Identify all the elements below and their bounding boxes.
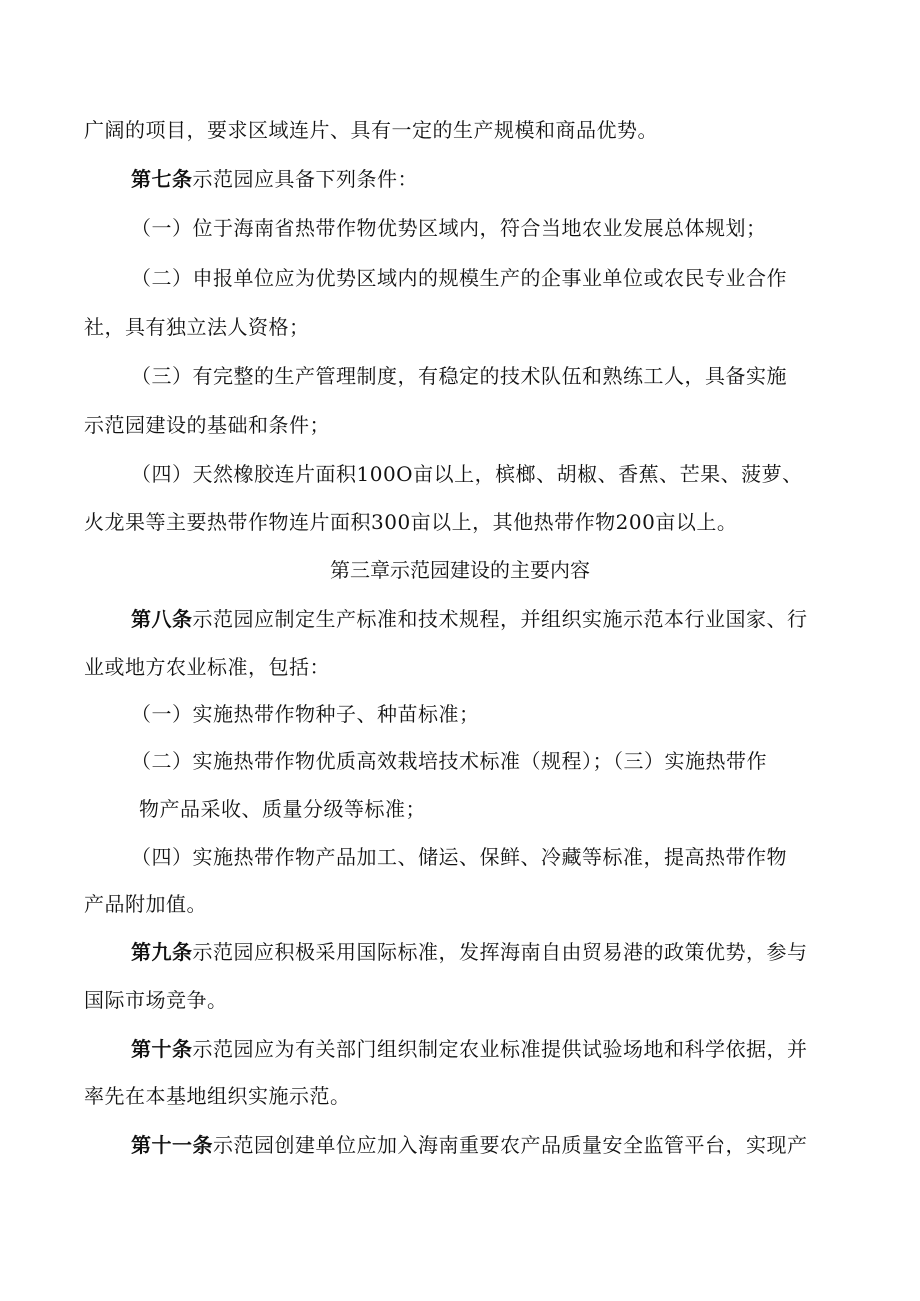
- clause-line: [84, 411, 330, 439]
- clause-line: [84, 313, 310, 341]
- text: （四）实施热带作物产品加工、储运、保鲜、冷藏等标准，提高热带作物: [131, 845, 787, 869]
- clause-line: [84, 890, 207, 918]
- article-label: 第九条: [131, 940, 193, 964]
- text: （一）位于海南省热带作物优势区域内，符合当地农业发展总体规划；: [131, 216, 767, 240]
- text: （二）申报单位应为优势区域内的规模生产的企事业单位或农民专业合作: [131, 266, 787, 290]
- text: 国际市场竞争。: [84, 988, 228, 1012]
- paragraph-line: [84, 653, 330, 681]
- article-text: 示范园应积极采用国际标准，发挥海南自由贸易港的政策优势，参与: [192, 940, 808, 964]
- clause-line: [131, 843, 787, 871]
- clause-line: [131, 747, 767, 775]
- text: 物产品采收、质量分级等标准；: [139, 797, 426, 821]
- text: 社，具有独立法人资格；: [84, 315, 310, 339]
- text: （二）实施热带作物优质高效栽培技术标准（规程）；（三）实施热带作: [131, 749, 767, 773]
- clause-line: [131, 362, 787, 390]
- text: （四）天然橡胶连片面积100O亩以上，槟榔、胡椒、香蕉、芒果、菠萝、: [131, 462, 803, 486]
- article-label: 第十条: [131, 1037, 193, 1061]
- text: 产品附加值。: [84, 892, 207, 916]
- article-text: 示范园应具备下列条件：: [192, 167, 418, 191]
- clause-line: [84, 508, 737, 536]
- text: （三）有完整的生产管理制度，有稳定的技术队伍和熟练工人，具备实施: [131, 364, 787, 388]
- paragraph-line: [84, 116, 658, 144]
- text: 火龙果等主要热带作物连片面积300亩以上，其他热带作物200亩以上。: [84, 510, 738, 534]
- text: 业或地方农业标准，包括：: [84, 655, 330, 679]
- text: 广阔的项目，要求区域连片、具有一定的生产规模和商品优势。: [84, 118, 658, 142]
- text: （一）实施热带作物种子、种苗标准；: [131, 702, 480, 726]
- paragraph-line: [84, 986, 228, 1014]
- clause-line: [139, 795, 426, 823]
- article-9: [131, 938, 808, 966]
- clause-line: [131, 460, 803, 488]
- article-label: 第八条: [131, 607, 193, 631]
- article-text: 示范园创建单位应加入海南重要农产品质量安全监管平台，实现产: [213, 1133, 808, 1157]
- text: 率先在本基地组织实施示范。: [84, 1084, 351, 1108]
- article-10: [131, 1035, 808, 1063]
- clause-line: [131, 700, 480, 728]
- article-text: 示范园应为有关部门组织制定农业标准提供试验场地和科学依据，并: [192, 1037, 808, 1061]
- article-8: [131, 605, 808, 633]
- article-label: 第十一条: [131, 1133, 213, 1157]
- article-text: 示范园应制定生产标准和技术规程，并组织实施示范本行业国家、行: [192, 607, 808, 631]
- paragraph-line: [84, 1082, 351, 1110]
- article-11: [131, 1131, 808, 1159]
- article-7: [131, 165, 418, 193]
- clause-line: [131, 214, 767, 242]
- text: 示范园建设的基础和条件；: [84, 413, 330, 437]
- chapter-heading: 第三章示范园建设的主要内容: [330, 558, 590, 582]
- article-label: 第七条: [131, 167, 193, 191]
- clause-line: [131, 264, 787, 292]
